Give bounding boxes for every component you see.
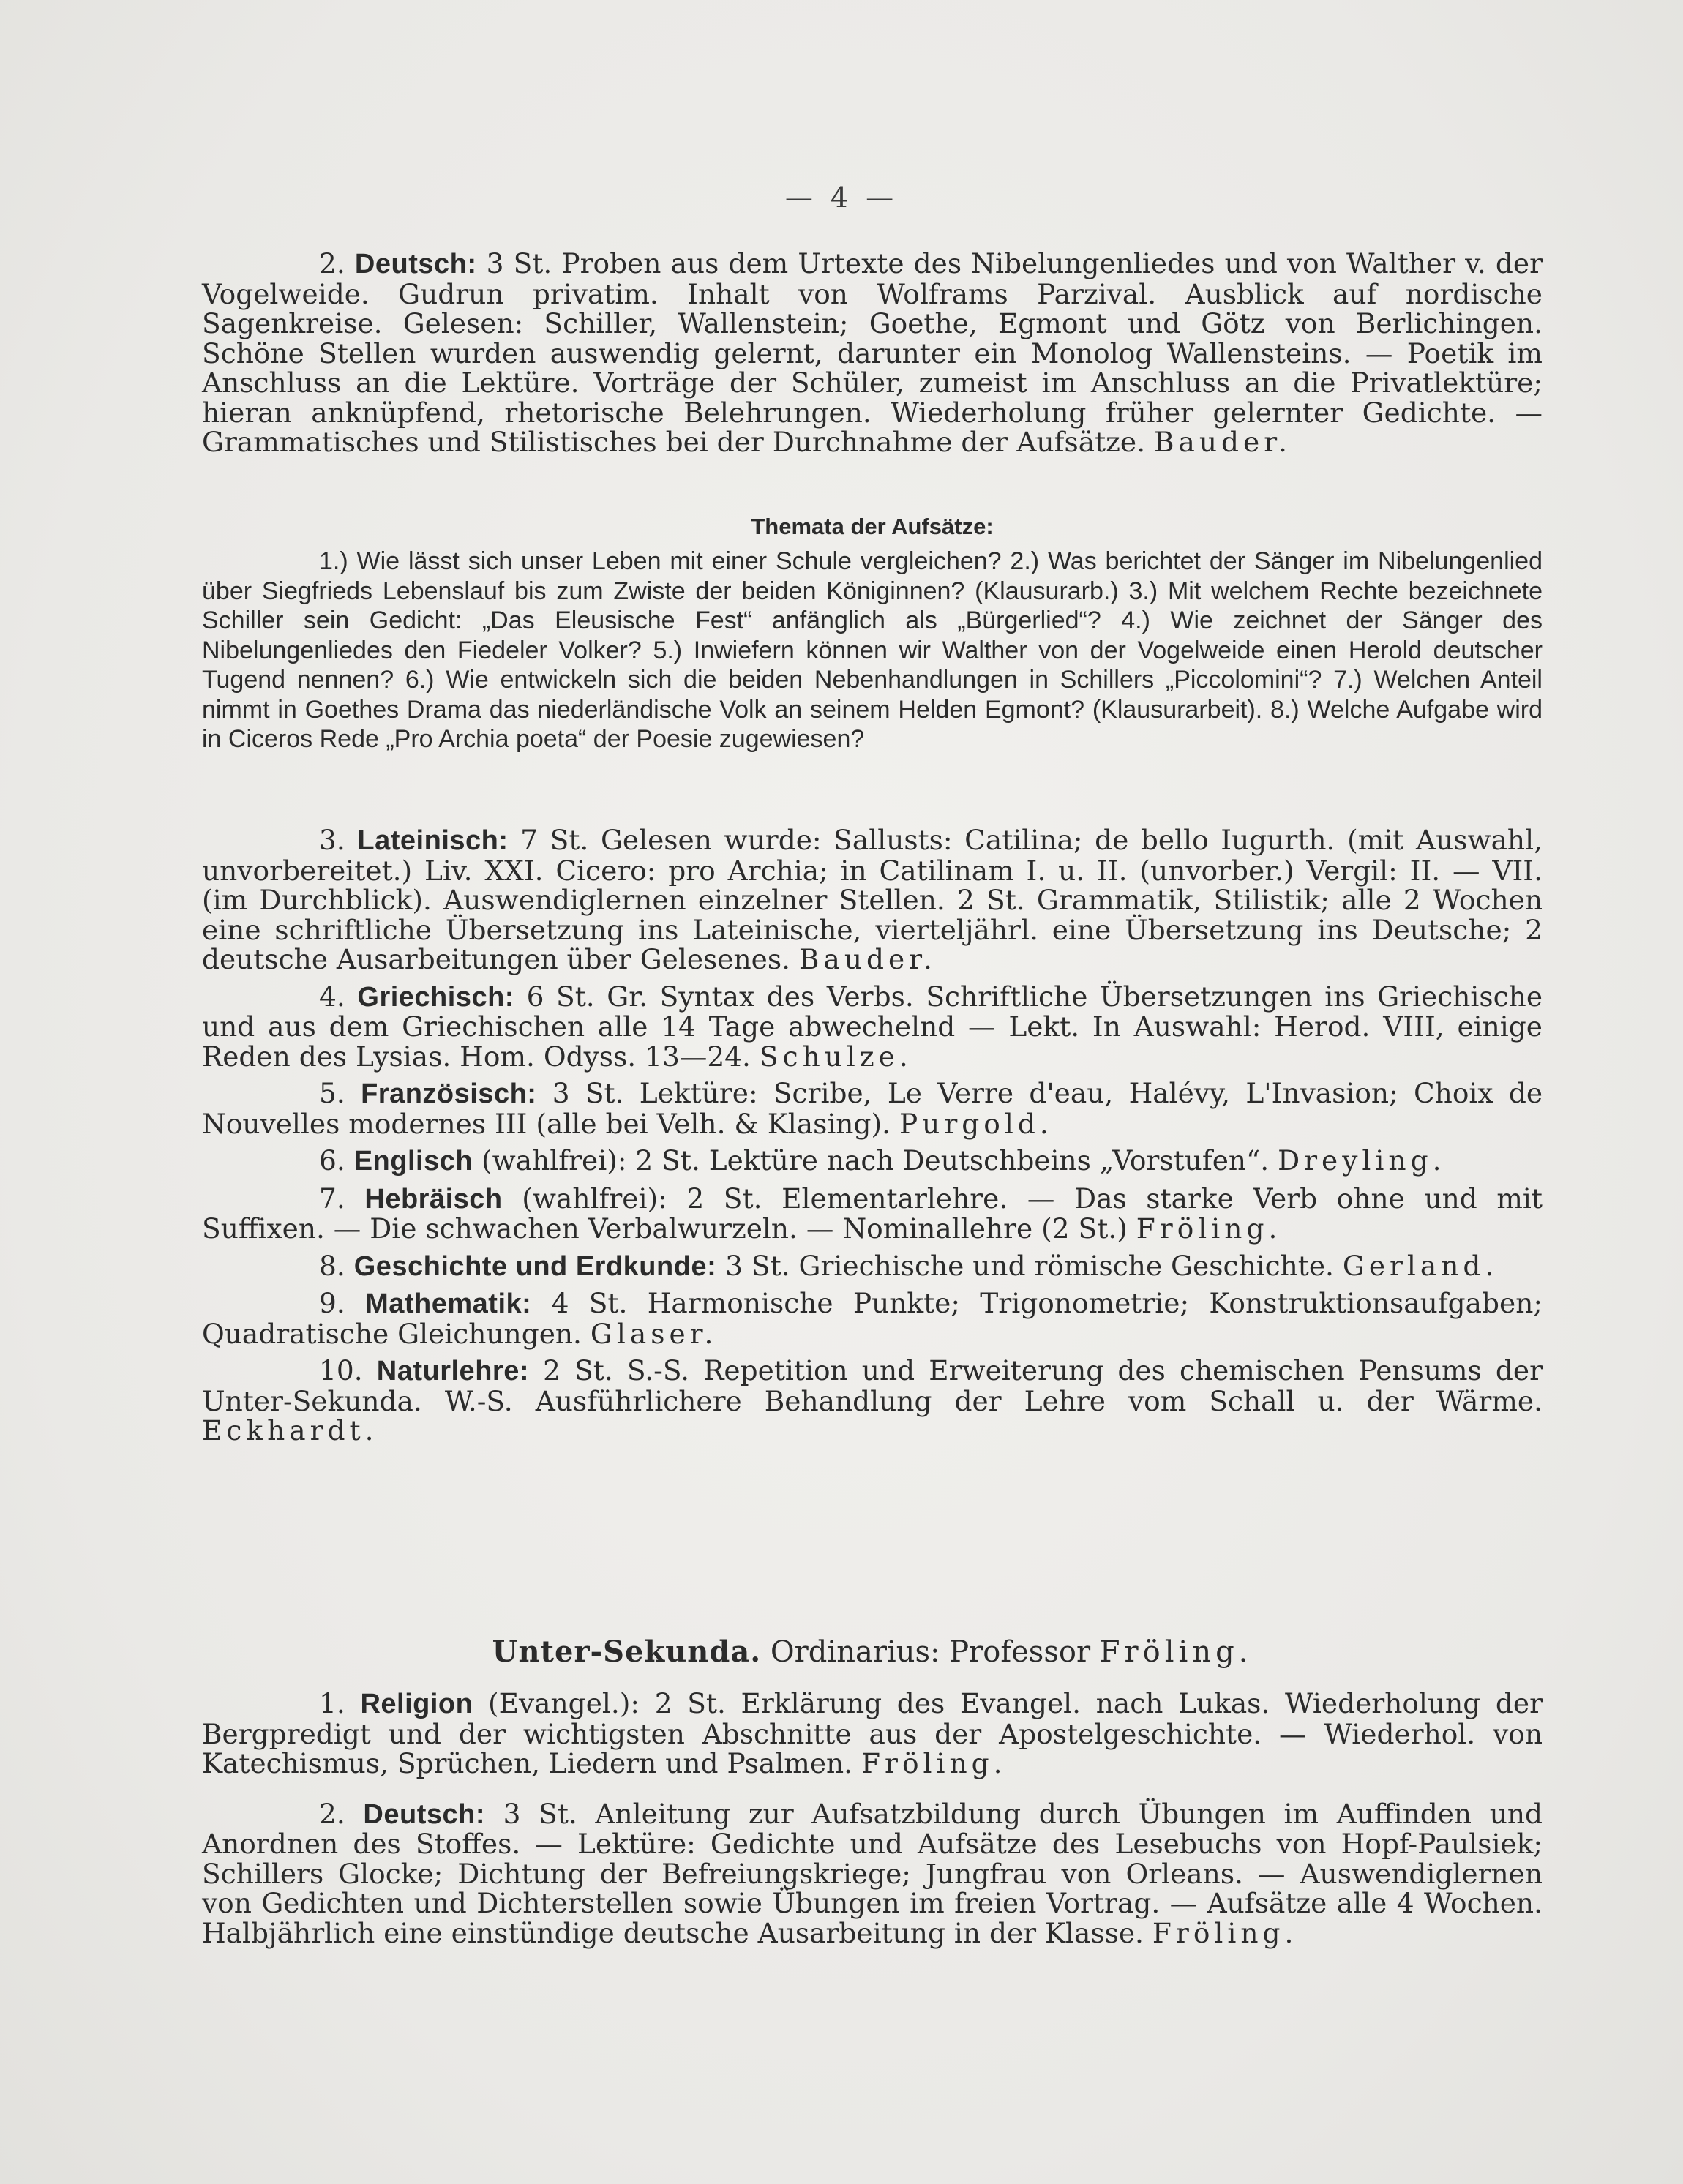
paragraph-religion: 1. Religion (Evangel.): 2 St. Erklärung des Evangel. nach Lukas. Wiederholung der Bergpredigt und der wichtigsten Abschnitte aus der Apostelgeschichte. — Wiederhol. von Katechismus, Sprüchen, Liedern und Psalmen. Fröling.: [202, 1687, 1543, 1779]
upper-block: [202, 249, 1543, 457]
subject-franzoesisch: Französisch:: [361, 1078, 537, 1109]
paragraph-deutsch-us: 2. Deutsch: 3 St. Anleitung zur Aufsatzbildung durch Übungen im Auffinden und Anordnen des Stoffes. — Lektüre: Gedichte und Aufsätze des Lesebuchs von Hopf-Paulsiek; Schillers Glocke; Dichtung der Befreiungskriege; Jungfrau von Orleans. — Auswendiglernen von Gedichten und Dichterstellen sowie Übungen im freien Vortrag. — Aufsätze alle 4 Wochen. Halbjährlich eine einstündige deutsche Ausarbeitung in der Klasse. Fröling.: [202, 1797, 1543, 1949]
subjects-block: [202, 825, 1543, 1446]
teacher-name: Schulze.: [759, 1040, 912, 1073]
themata-heading-block: [202, 512, 1543, 542]
subject-deutsch: Deutsch:: [354, 249, 477, 279]
teacher-name: Gerland.: [1342, 1249, 1499, 1282]
paragraph-franzoesisch: 5. Französisch: 3 St. Lektüre: Scribe, Le Verre d'eau, Halévy, L'Invasion; Choix de Nouvelles modernes III (alle bei Velh. & Klasing). Purgold.: [202, 1077, 1543, 1140]
themata-heading: Themata der Aufsätze:: [751, 514, 994, 539]
teacher-name: Eckhardt.: [202, 1414, 378, 1446]
themata-list: 1.) Wie lässt sich unser Leben mit einer Schule vergleichen? 2.) Was berichtet der Sänger im Nibelungenlied über Siegfrieds Lebenslauf bis zum Zwiste der beiden Königinnen? (Klausurarb.) 3.) Mit welchem Rechte bezeichnete Schiller sein Gedicht: „Das Eleusische Fest“ anfänglich als „Bürgerlied“? 4.) Wie zeichnet der Sänger des Nibelungenliedes den Fiedeler Volker? 5.) Inwiefern können wir Walther von der Vogelweide einen Herold deutscher Tugend nennen? 6.) Wie entwickeln sich die beiden Nebenhandlungen in Schillers „Piccolomini“? 7.) Welchen Anteil nimmt in Goethes Drama das niederländische Volk an seinem Helden Egmont? (Klausurarbeit). 8.) Welche Aufgabe wird in Ciceros Rede „Pro Archia poeta“ der Poesie zugewiesen?: [202, 547, 1543, 753]
paragraph-hebraeisch: 7. Hebräisch (wahlfrei): 2 St. Elementarlehre. — Das starke Verb ohne und mit Suffixen. — Die schwachen Verbalwurzeln. — Nominallehre (2 St.) Fröling.: [202, 1182, 1543, 1245]
teacher-name: Bauder.: [1153, 426, 1292, 458]
paragraph-englisch: 6. Englisch (wahlfrei): 2 St. Lektüre nach Deutschbeins „Vorstufen“. Dreyling.: [319, 1144, 1446, 1177]
paragraph-naturlehre: 10. Naturlehre: 2 St. S.-S. Repetition und Erweiterung des chemischen Pensums der Unter-Sekunda. W.-S. Ausführlichere Behandlung der Lehre vom Schall u. der Wärme. Eckhardt.: [202, 1354, 1543, 1446]
unter-sekunda-section: [202, 1637, 1543, 1667]
teacher-name: Fröling.: [861, 1747, 1007, 1779]
teacher-name: Glaser.: [590, 1317, 718, 1350]
themata-block: [202, 547, 1543, 754]
subject-deutsch: Deutsch:: [363, 1798, 485, 1830]
subject-hebraeisch: Hebräisch: [364, 1183, 503, 1215]
subject-religion: Religion: [360, 1689, 473, 1719]
teacher-name: Dreyling.: [1278, 1144, 1446, 1177]
subject-geschichte: Geschichte und Erdkunde:: [353, 1250, 717, 1282]
teacher-name: Purgold.: [899, 1107, 1053, 1140]
teacher-name: Bauder.: [798, 943, 937, 975]
section-title: Unter-Sekunda. Ordinarius: Professor Fröling.: [492, 1635, 1253, 1669]
subject-griechisch: Griechisch:: [357, 981, 514, 1013]
subject-mathematik: Mathematik:: [365, 1288, 532, 1319]
paragraph-griechisch: 4. Griechisch: 6 St. Gr. Syntax des Verbs. Schriftliche Übersetzungen ins Griechische und aus dem Griechischen alle 14 Tage abwechelnd — Lekt. In Auswahl: Herod. VIII, einige Reden des Lysias. Hom. Odyss. 13—24. Schulze.: [202, 980, 1543, 1073]
teacher-name: Fröling.: [1136, 1212, 1282, 1245]
subject-englisch: Englisch: [353, 1146, 473, 1177]
teacher-name: Fröling.: [1152, 1916, 1298, 1949]
page-number: — 4 —: [784, 181, 899, 214]
paragraph-deutsch: 2. Deutsch: 3 St. Proben aus dem Urtexte des Nibelungenliedes und von Walther v. der Vogelweide. Gudrun privatim. Inhalt von Wolframs Parzival. Ausblick auf nordische Sagenkreise. Gelesen: Schiller, Wallenstein; Goethe, Egmont und Götz von Berlichingen. Schöne Stellen wurden auswendig gelernt, darunter ein Monolog Wallensteins. — Poetik im Anschluss an die Lektüre. Vorträge der Schüler, zumeist im Anschluss an die Privatlektüre; hieran anknüpfend, rhetorische Belehrungen. Wiederholung früher gelernter Gedichte. — Grammatisches und Stilistisches bei der Durchnahme der Aufsätze. Bauder.: [202, 247, 1543, 458]
unter-sekunda-subjects: [202, 1689, 1543, 1948]
paragraph-mathematik: 9. Mathematik: 4 St. Harmonische Punkte; Trigonometrie; Konstruktionsaufgaben; Quadratische Gleichungen. Glaser.: [202, 1287, 1543, 1350]
subject-naturlehre: Naturlehre:: [376, 1356, 529, 1386]
paragraph-latein: 3. Lateinisch: 7 St. Gelesen wurde: Sallusts: Catilina; de bello Iugurth. (mit Auswahl, unvorbereitet.) Liv. XXI. Cicero: pro Archia; in Catilinam I. u. II. (unvorber.) Vergil: II. — VII. (im Durchblick). Auswendiglernen einzelner Stellen. 2 St. Grammatik, Stilistik; alle 2 Wochen eine schriftliche Übersetzung ins Lateinische, vierteljährl. eine Übersetzung ins Deutsche; 2 deutsche Ausarbeitungen über Gelesenes. Bauder.: [202, 824, 1543, 975]
paragraph-geschichte: 8. Geschichte und Erdkunde: 3 St. Griechische und römische Geschichte. Gerland.: [319, 1249, 1499, 1282]
subject-latein: Lateinisch:: [357, 825, 509, 856]
